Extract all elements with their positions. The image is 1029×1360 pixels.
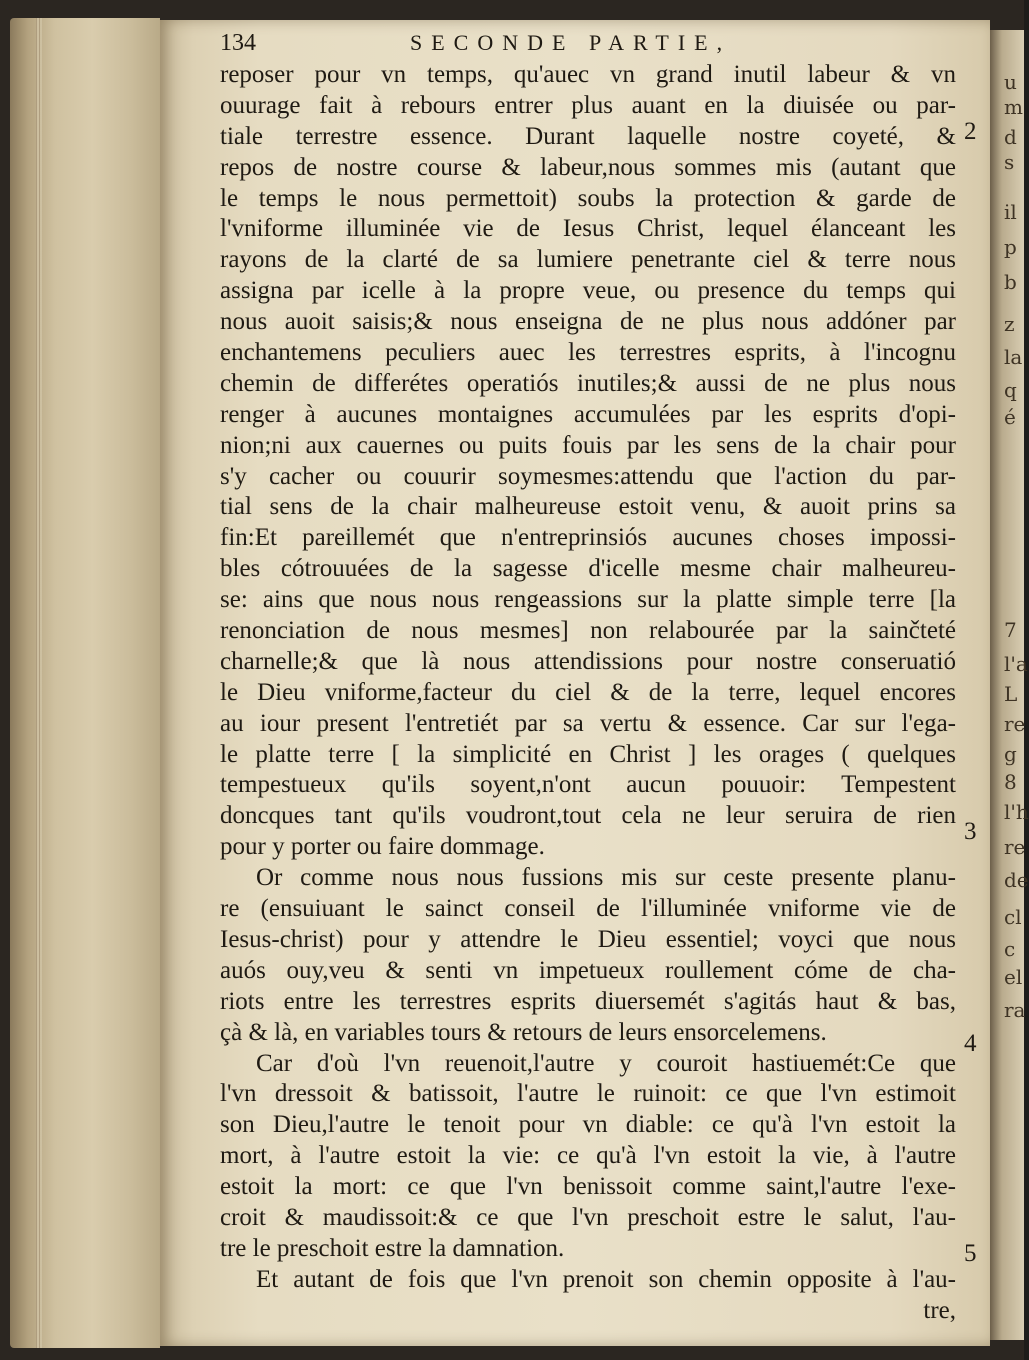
text-line: bles cótrouuées de la sagesse d'icelle mesme chair malheureu- <box>220 555 956 583</box>
page-edge-stack <box>36 18 42 1348</box>
facing-fragment: cl <box>1004 905 1022 929</box>
facing-fragment: s <box>1004 150 1015 174</box>
text-line: Et autant de fois que l'vn prenoit son chemin opposite à l'au- <box>256 1265 956 1293</box>
paragraph <box>220 863 956 1048</box>
text-line: fin:Et pareillemét que n'entreprinsiós aucunes choses impossi- <box>220 524 956 552</box>
text-line: tre le preschoit estre la damnation. <box>220 1234 565 1262</box>
facing-fragment: z <box>1004 312 1015 336</box>
facing-fragment: L <box>1004 682 1018 706</box>
page-header <box>220 30 956 60</box>
running-title: SECONDE PARTIE, <box>410 30 732 55</box>
text-line: se: ains que nous nous rengeassions sur la platte simple terre [la <box>220 586 956 614</box>
paragraph <box>220 60 956 863</box>
margin-number: 2 <box>964 118 977 145</box>
text-line: au iour present l'entretiét par sa vertu & essence. Car sur l'ega- <box>220 709 956 737</box>
text-line: doncques tant qu'ils voudront,tout cela ne leur seruira de rien <box>220 802 956 830</box>
facing-fragment: re <box>1004 712 1026 736</box>
facing-fragment: re <box>1004 835 1026 859</box>
facing-fragment: é <box>1004 405 1016 429</box>
text-line: le Dieu vniforme,facteur du ciel & de la terre, lequel encores <box>220 678 956 706</box>
facing-fragment: g <box>1004 742 1017 766</box>
text-line: charnelle;& que là nous attendissions pour nostre conseruatió <box>220 647 956 675</box>
text-line: ouurage fait à rebours entrer plus auant en la diuisée ou par- <box>220 91 956 119</box>
facing-fragment: q <box>1004 378 1017 402</box>
text-line: reposer pour vn temps, qu'auec vn grand inutil labeur & vn <box>220 61 956 88</box>
book-page-edges <box>10 18 160 1348</box>
text-line: enchantemens peculiers auec les terrestres esprits, à l'incognu <box>220 339 956 367</box>
facing-fragment: 7 <box>1004 618 1017 642</box>
text-line: assigna par icelle à la propre veue, ou presence du temps qui <box>220 277 956 305</box>
text-line: renger à aucunes montaignes accumulées par les esprits d'opi- <box>220 400 956 428</box>
facing-fragment: d <box>1004 125 1017 149</box>
facing-fragment: 8 <box>1004 770 1017 794</box>
page-number: 134 <box>220 30 256 56</box>
text-line: Car d'où l'vn reuenoit,l'autre y couroit hastiuemét:Ce que <box>256 1049 956 1077</box>
catchword: tre, <box>923 1296 956 1324</box>
facing-fragment: el <box>1004 965 1023 989</box>
text-line: le temps le nous permettoit) soubs la protection & garde de <box>220 184 956 212</box>
facing-fragment: ra <box>1004 998 1026 1022</box>
text-line: renonciation de nous mesmes] non relabourée par la sainčteté <box>220 617 956 645</box>
text-line: mort, à l'autre estoit la vie: ce qu'à l'vn estoit la vie, à l'autre <box>220 1142 956 1170</box>
paragraph <box>220 1049 956 1265</box>
text-line: tiale terrestre essence. Durant laquelle nostre coyeté, & <box>220 122 956 150</box>
text-line: l'vn dressoit & batissoit, l'autre le ruinoit: ce que l'vn estimoit <box>220 1080 956 1108</box>
facing-fragment: b <box>1004 270 1017 294</box>
margin-number: 5 <box>964 1240 977 1267</box>
margin-number: 3 <box>964 818 977 845</box>
text-line: chemin de differétes operatiós inutiles;& aussi de ne plus nous <box>220 369 956 397</box>
text-line: Or comme nous nous fussions mis sur ceste presente planu- <box>256 864 956 892</box>
text-line: le platte terre [ la simplicité en Christ ] les orages ( quelques <box>220 740 956 768</box>
facing-fragment: p <box>1004 235 1017 259</box>
facing-fragment: il <box>1004 200 1017 224</box>
facing-fragment: l'a <box>1004 652 1028 676</box>
text-line: rayons de la clarté de sa lumiere penetrante ciel & terre nous <box>220 246 956 274</box>
facing-fragment: la <box>1004 345 1023 369</box>
page-text <box>220 30 956 1327</box>
facing-fragment: l'h <box>1004 800 1029 824</box>
text-line: tial sens de la chair malheureuse estoit venu, & auoit prins sa <box>220 493 956 521</box>
paragraph <box>220 1265 956 1327</box>
text-line: repos de nostre course & labeur,nous sommes mis (autant que <box>220 153 956 181</box>
text-line: croit & maudissoit:& ce que l'vn preschoit estre le salut, l'au- <box>220 1203 956 1231</box>
text-line: son Dieu,l'autre le tenoit pour vn diable: ce qu'à l'vn estoit la <box>220 1111 956 1139</box>
text-line: tempestueux qu'ils soyent,n'ont aucun pouuoir: Tempestent <box>220 771 956 799</box>
text-line: riots entre les terrestres esprits diuersemét s'agitás haut & bas, <box>220 987 956 1015</box>
text-line: nion;ni aux cauernes ou puits fouis par les sens de la chair pour <box>220 431 956 459</box>
text-line: s'y cacher ou couurir soymesmes:attendu que l'action du par- <box>220 462 956 490</box>
text-line: pour y porter ou faire dommage. <box>220 833 545 861</box>
facing-fragment: m <box>1004 95 1023 119</box>
text-line: l'vniforme illuminée vie de Iesus Christ, lequel élanceant les <box>220 215 956 243</box>
margin-number: 4 <box>964 1030 977 1057</box>
text-line: re (ensuiuant le sainct conseil de l'illuminée vniforme vie de <box>220 895 956 923</box>
facing-fragment: de <box>1004 868 1029 892</box>
text-line: Iesus-christ) pour y attendre le Dieu essentiel; voyci que nous <box>220 925 956 953</box>
text-line: çà & là, en variables tours & retours de leurs ensorcelemens. <box>220 1018 827 1046</box>
text-line: estoit la mort: ce que l'vn benissoit comme saint,l'autre l'exe- <box>220 1173 956 1201</box>
text-line: nous auoit saisis;& nous enseigna de ne plus nous addóner par <box>220 308 956 336</box>
text-line: auós ouy,veu & senti vn impetueux roullement cóme de cha- <box>220 956 956 984</box>
facing-fragment: u <box>1004 70 1017 94</box>
facing-fragment: c <box>1004 937 1016 961</box>
